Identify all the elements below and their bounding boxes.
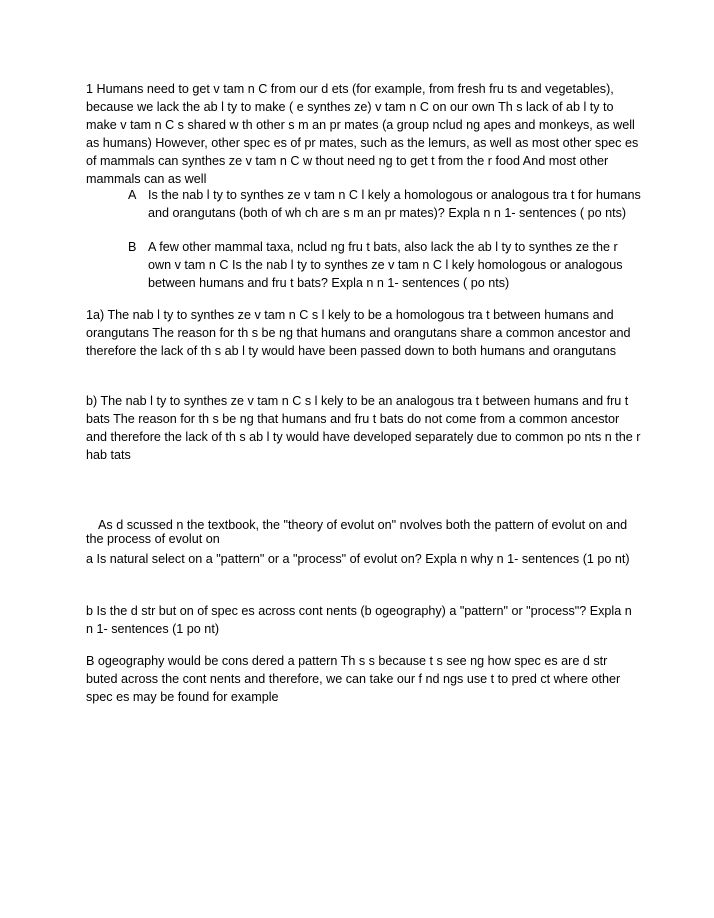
answer-1b: b) The nab l ty to synthes ze v tam n C s l kely to be an analogous tra t between humans and fru t bats The reason for th s be ng that humans and fru t bats do not come from a common ancestor and therefore the lack of th s ab l ty would have developed separately due to common po nts n the r hab tats — [86, 394, 641, 462]
part-b-letter: B — [128, 240, 137, 254]
part-a-text: Is the nab l ty to synthes ze v tam n C l kely a homologous or analogous tra t for humans and orangutans (both of wh ch are s m an pr mates)? Expla n n 1- sentences ( po nts) — [148, 188, 641, 220]
question-1-part-a — [128, 186, 642, 240]
answer-1a: 1a) The nab l ty to synthes ze v tam n C s l kely to be a homologous tra t between humans and orangutans The reason for th s be ng that humans and orangutans share a common ancestor and therefore the lack of th s ab l ty would have been passed down to both humans and orangutans — [86, 308, 631, 358]
answer-2b: B ogeography would be cons dered a pattern Th s s because t s see ng how spec es are d str buted across the cont nents and therefore, we can take our f nd ngs use t to pred ct where other spec es may be found for example — [86, 654, 621, 704]
part-a-letter: A — [128, 188, 137, 202]
question-1-part-b — [128, 238, 642, 292]
question-2-part-b: b Is the d str but on of spec es across cont nents (b ogeography) a "pattern" or "process"? Expla n n 1- sentences (1 po nt) — [86, 604, 632, 636]
part-b-text: A few other mammal taxa, nclud ng fru t bats, also lack the ab l ty to synthes ze the r own v tam n C Is the nab l ty to synthes ze v tam n C l kely homologous or analogous between humans and fru t bats? Expla n n 1- sentences ( po nts) — [148, 240, 623, 290]
question-2-intro: As d scussed n the textbook, the "theory of evolut on" nvolves both the pattern of evolut on and the process of evolut on — [86, 518, 628, 546]
question-2-part-a: a Is natural select on a "pattern" or a "process" of evolut on? Expla n why n 1- sentences (1 po nt) — [86, 552, 630, 566]
question-1-intro: 1 Humans need to get v tam n C from our d ets (for example, from fresh fru ts and vegetables), because we lack the ab l ty to make ( e synthes ze) v tam n C on our own Th s lack of ab l ty to make v tam n C s shared w th other s m an pr mates (a group nclud ng apes and monkeys, as well as humans) However, other spec es of pr mates, such as the lemurs, as well as most other spec es of mammals can synthes ze v tam n C w thout need ng to get t from the r food And most other mammals can as well — [86, 82, 639, 186]
